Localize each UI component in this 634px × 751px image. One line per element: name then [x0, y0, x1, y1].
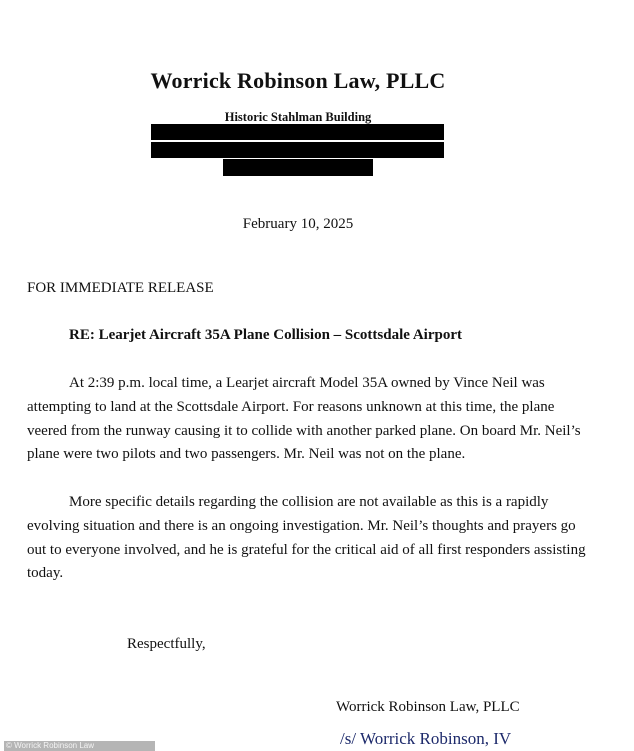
letter-date: February 10, 2025 — [242, 216, 354, 232]
redaction-bar — [151, 142, 444, 158]
body-paragraph: At 2:39 p.m. local time, a Learjet aircraft Model 35A owned by Vince Neil was attempting to land at the Scottsdale Airport. For reasons unknown at this time, the plane veered from the runway causing it to collide with another parked plane. On board Mr. Neil’s plane were two pilots and two passengers. Mr. Neil was not on the plane. — [27, 375, 581, 463]
release-line: FOR IMMEDIATE RELEASE — [27, 280, 214, 296]
signature-name: /s/ Worrick Robinson, IV — [340, 729, 512, 748]
firm-letterhead-title: Worrick Robinson Law, PLLC — [150, 68, 446, 93]
watermark-credit: © Worrick Robinson Law — [4, 741, 155, 751]
letterhead-building: Historic Stahlman Building — [224, 110, 372, 124]
closing-salutation: Respectfully, — [127, 636, 206, 652]
redaction-bar — [223, 159, 373, 176]
signature-firm: Worrick Robinson Law, PLLC — [336, 699, 520, 715]
body-paragraph: More specific details regarding the collision are not available as this is a rapidly evolving situation and there is an ongoing investigation. Mr. Neil’s thoughts and prayers go out to everyone involved, and he is grateful for the critical aid of all first responders assisting today. — [27, 494, 586, 582]
subject-line: RE: Learjet Aircraft 35A Plane Collision – Scottsdale Airport — [69, 327, 463, 343]
redaction-bar — [151, 124, 444, 140]
